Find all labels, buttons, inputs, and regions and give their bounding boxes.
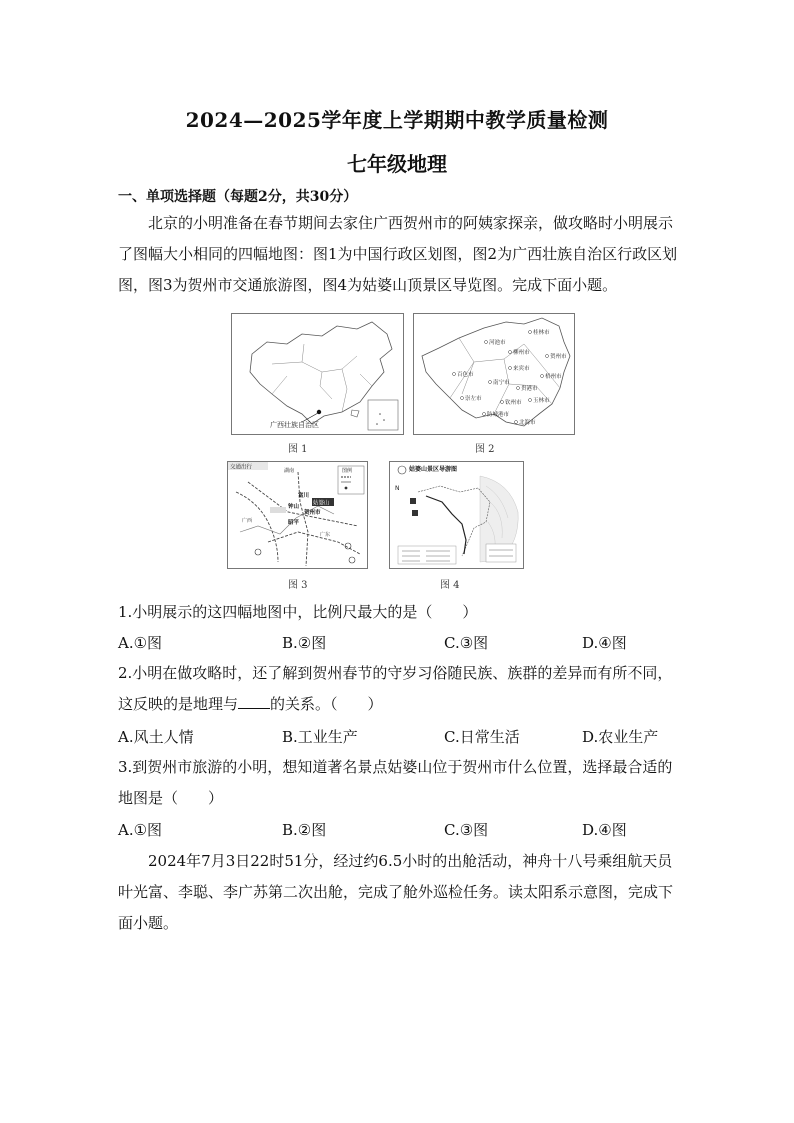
question-3-options [118, 819, 678, 841]
fig2-place: 钦州市 [505, 400, 522, 406]
figure-3-caption: 图 3 [288, 580, 308, 591]
fig1-label: 广西壮族自治区 [270, 421, 319, 429]
q2-option-c[interactable]: C.日常生活 [444, 728, 520, 746]
figure-1-caption: 图 1 [288, 444, 308, 455]
q1-option-c[interactable]: C.③图 [444, 634, 489, 652]
fig2-place: 防城港市 [487, 412, 510, 418]
figure-3-transport-map [227, 461, 368, 569]
q2-option-d[interactable]: D.农业生产 [582, 728, 659, 746]
q3-option-c[interactable]: C.③图 [444, 821, 489, 839]
fig3-place: 姑婆山 [313, 500, 330, 507]
figure-1-china-map [231, 313, 404, 435]
exam-title: 2024—2025学年度上学期期中教学质量检测 [185, 108, 609, 132]
question-2-stem [118, 658, 678, 720]
figure-2-caption: 图 2 [475, 444, 495, 455]
fig3-place: 钟山 [288, 504, 300, 510]
question-1-stem: 1.小明展示的这四幅地图中，比例尺最大的是（ ） [118, 603, 478, 621]
fig2-place: 梧州市 [545, 374, 562, 380]
fig2-place: 桂林市 [533, 330, 550, 336]
question-1-options [118, 632, 678, 654]
fig2-place: 北海市 [519, 420, 536, 426]
fig3-place: 贺州市 [304, 510, 321, 516]
exam-subject: 七年级地理 [347, 152, 447, 176]
intro-paragraph-1: 北京的小明准备在春节期间去家住广西贺州市的阿姨家探亲，做攻略时小明展示了图幅大小相同的四幅地图：图1为中国行政区划图，图2为广西壮族自治区行政区划图，图3为贺州市交通旅游图，图4为姑婆山顶景区导览图。完成下面小题。 [118, 214, 678, 294]
fig3-place: 广东 [320, 532, 331, 538]
fig3-place: 昭平 [288, 520, 300, 526]
q2-option-b[interactable]: B.工业生产 [282, 728, 358, 746]
q2-stem-part2: 的关系。（ ） [270, 695, 383, 713]
q3-option-b[interactable]: B.②图 [282, 821, 327, 839]
fig2-place: 来宾市 [513, 366, 530, 372]
figure-2-guangxi-map [413, 313, 575, 435]
fig3-legend-title: 图例 [342, 468, 353, 474]
figure-4-caption: 图 4 [440, 580, 460, 591]
q1-option-d[interactable]: D.④图 [582, 634, 627, 652]
fig2-place: 南宁市 [493, 380, 510, 386]
question-2-options [118, 726, 678, 748]
fig3-place: 广西 [242, 518, 253, 524]
fig2-place: 贺州市 [550, 354, 567, 360]
intro-paragraph-2: 2024年7月3日22时51分，经过约6.5小时的出舱活动，神舟十八号乘组航天员叶光富、李聪、李广苏第二次出舱，完成了舱外巡检任务。读太阳系示意图，完成下面小题。 [118, 852, 674, 932]
section-heading: 一、单项选择题（每题2分，共30分） [118, 189, 358, 205]
q1-option-b[interactable]: B.②图 [282, 634, 327, 652]
q1-option-a[interactable]: A.①图 [118, 634, 163, 652]
fig3-place: 湖南 [284, 468, 295, 474]
q2-stem-part1: 2.小明在做攻略时，还了解到贺州春节的守岁习俗随民族、族群的差异而有所不同，这反映的是地理与 [118, 664, 673, 713]
question-3-stem: 3.到贺州市旅游的小明，想知道著名景点姑婆山位于贺州市什么位置，选择最合适的地图是（ ） [118, 758, 673, 807]
fig3-header: 交通出行 [230, 464, 253, 471]
fig2-place: 玉林市 [533, 398, 550, 404]
figure-4-scenic-guide [389, 461, 524, 569]
fig2-place: 百色市 [457, 372, 474, 378]
q3-option-a[interactable]: A.①图 [118, 821, 163, 839]
q2-option-a[interactable]: A.风土人情 [118, 728, 194, 746]
q2-answer-blank [238, 694, 270, 709]
fig2-place: 贵港市 [521, 386, 538, 392]
fig2-place: 河池市 [489, 340, 506, 346]
fig2-place: 崇左市 [465, 396, 482, 402]
q3-option-d[interactable]: D.④图 [582, 821, 627, 839]
fig4-header: 姑婆山景区导游图 [409, 466, 458, 473]
fig2-place: 柳州市 [513, 350, 530, 356]
fig3-place: 富川 [298, 493, 310, 499]
svg-text:N: N [395, 485, 400, 492]
